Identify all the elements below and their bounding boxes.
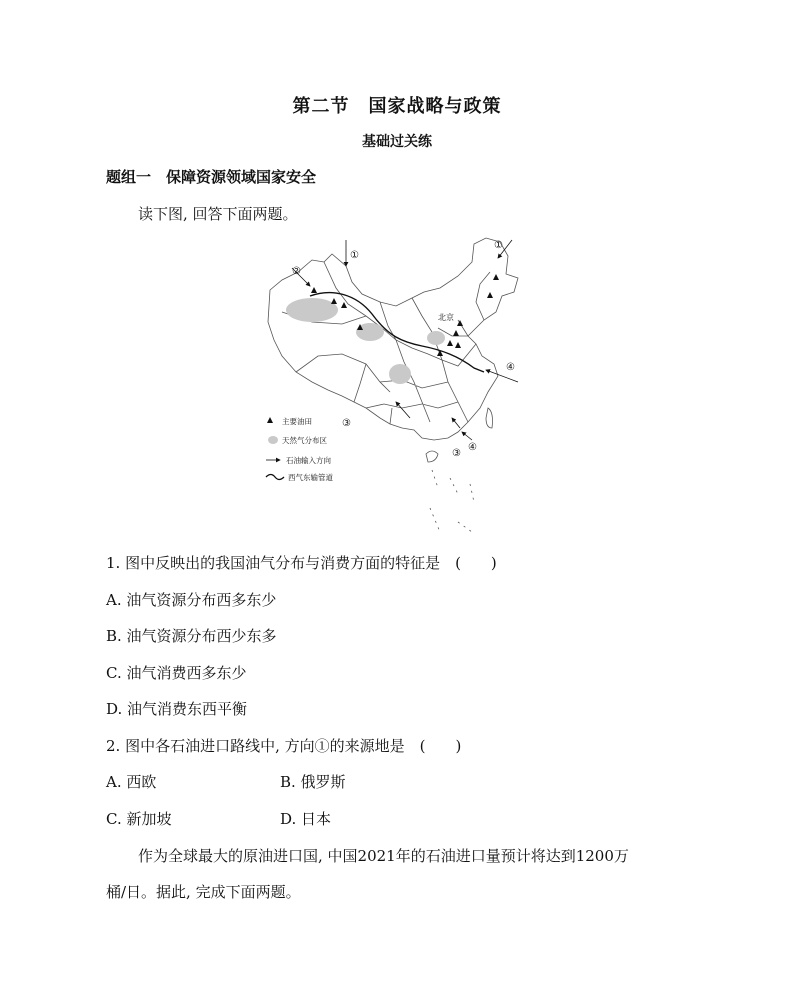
legend-label: 主要油田 — [282, 417, 312, 426]
oilfield-icon — [331, 298, 337, 304]
gas-areas — [286, 298, 445, 384]
oilfield-icon — [341, 302, 347, 308]
china-outline — [268, 238, 518, 532]
route-4-label: ④ — [468, 442, 477, 453]
question-2-option-c[interactable]: C. 新加坡 — [106, 810, 172, 828]
route-3-label: ③ — [342, 418, 351, 429]
arrow-icon — [462, 432, 472, 440]
sichuan-gas-area — [389, 364, 411, 384]
map-legend — [266, 416, 333, 482]
beijing-label: 北京 — [438, 313, 454, 322]
gas-area-icon — [268, 436, 278, 444]
country-border — [268, 238, 518, 440]
route-2-label: ② — [292, 266, 301, 277]
ordos-gas-area — [427, 331, 445, 345]
legend-label: 天然气分布区 — [282, 436, 327, 445]
route-1-label: ① — [350, 250, 359, 261]
oilfield-icon — [493, 274, 499, 280]
route-3-label: ③ — [452, 448, 461, 459]
oil-fields — [311, 274, 499, 356]
oilfield-icon — [311, 287, 317, 293]
question-1-option-a[interactable]: A. 油气资源分布西多东少 — [106, 591, 277, 609]
hainan-island — [426, 451, 438, 462]
tarim-gas-area — [286, 298, 338, 322]
oilfield-icon — [457, 320, 463, 326]
question-2-option-d[interactable]: D. 日本 — [280, 810, 332, 828]
pipeline-line — [310, 293, 484, 372]
question-1-option-b[interactable]: B. 油气资源分布西少东多 — [106, 627, 277, 645]
question-1-option-d[interactable]: D. 油气消费东西平衡 — [106, 700, 248, 718]
pipeline-icon — [266, 475, 284, 480]
group-title: 题组一 保障资源领域国家安全 — [106, 168, 317, 186]
taiwan-island — [486, 408, 493, 428]
legend-label: 石油输入方向 — [286, 456, 331, 465]
question-2-option-a[interactable]: A. 西欧 — [106, 773, 157, 791]
question-2-stem: 2. 图中各石油进口路线中, 方向①的来源地是 ( ) — [106, 737, 462, 755]
passage-line-2: 桶/日。据此, 完成下面两题。 — [106, 883, 301, 901]
legend-label: 西气东输管道 — [288, 473, 333, 482]
question-1-option-c[interactable]: C. 油气消费西多东少 — [106, 664, 247, 682]
exercise-title: 基础过关练 — [362, 134, 432, 150]
route-1-label: ① — [494, 240, 503, 251]
oilfield-icon — [447, 340, 453, 346]
section-title: 第二节 国家战略与政策 — [292, 96, 502, 117]
question-1-stem: 1. 图中反映出的我国油气分布与消费方面的特征是 ( ) — [106, 554, 497, 572]
question-2-option-b[interactable]: B. 俄罗斯 — [280, 773, 346, 791]
south-china-sea-line — [430, 470, 474, 532]
oilfield-icon — [267, 417, 273, 423]
intro-text: 读下图, 回答下面两题。 — [138, 205, 298, 223]
china-oil-gas-map — [262, 232, 532, 537]
oilfield-icon — [455, 342, 461, 348]
oilfield-icon — [487, 292, 493, 298]
oilfield-icon — [453, 330, 459, 336]
arrow-icon — [452, 418, 460, 428]
import-arrows — [292, 240, 518, 440]
province-lines — [282, 262, 490, 424]
route-4-label: ④ — [506, 362, 515, 373]
passage-line-1: 作为全球最大的原油进口国, 中国2021年的石油进口量预计将达到1200万 — [138, 847, 629, 865]
arrow-icon — [396, 402, 410, 418]
